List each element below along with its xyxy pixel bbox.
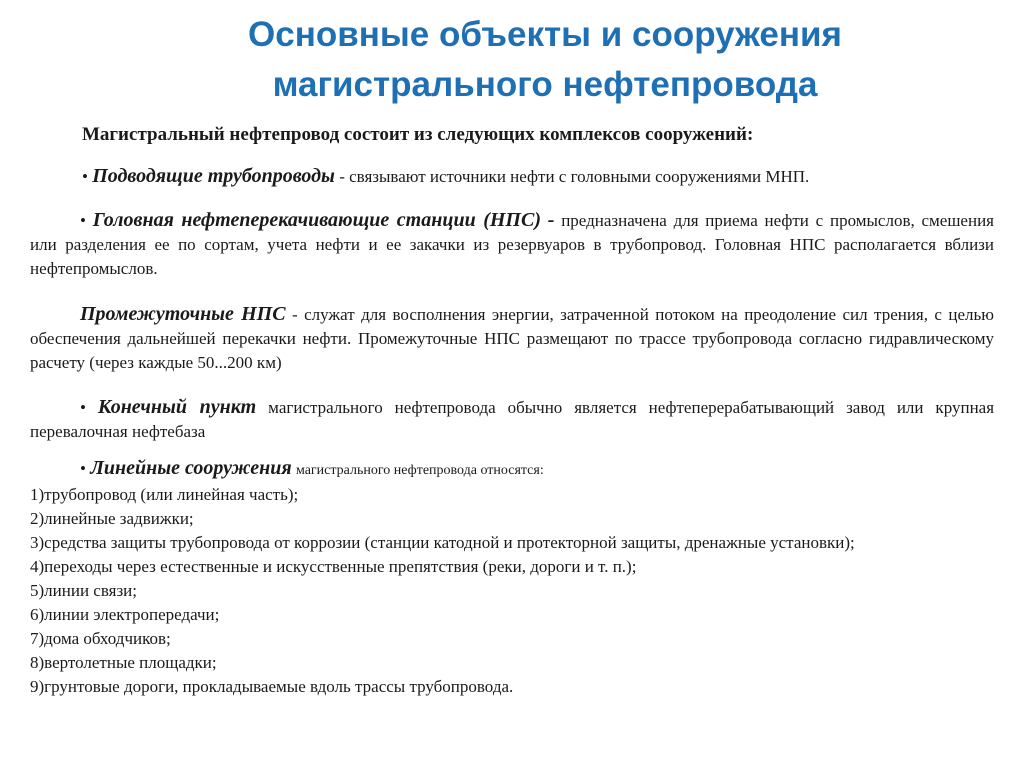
list-item: 2)линейные задвижки;	[30, 509, 194, 528]
bullet: •	[80, 211, 86, 230]
text-intermediate-station: - служат для восполнения энергии, затраченной потоком на преодоление сил трения, с целью обеспечения дальнейшей перекачки нефти. Промежуточные НПС размещают по трассе трубопровода согласно гидравлическому расчету (через каждые 50...200 км)	[30, 305, 994, 372]
bullet: •	[80, 398, 86, 417]
text-supply-pipelines: - связывают источники нефти с головными сооружениями МНП.	[339, 167, 810, 186]
list-item: 3)средства защиты трубопровода от коррозии (станции катодной и протекторной защиты, дренажные установки);	[30, 533, 855, 552]
title-line-1: Основные объекты и сооружения	[248, 15, 842, 54]
text-terminal-point: магистрального нефтепровода обычно является нефтеперерабатывающий завод или крупная перевалочная нефтебаза	[30, 398, 995, 441]
title-line-2: магистрального нефтепровода	[272, 65, 818, 104]
list-item: 5)линии связи;	[30, 581, 137, 600]
intro-heading: Магистральный нефтепровод состоит из следующих комплексов сооружений:	[82, 124, 754, 145]
linear-structures-heading	[30, 456, 994, 483]
list-item: 6)линии электропередачи;	[30, 605, 220, 624]
term-head-station: Головная нефтеперекачивающие станции (НПС)	[92, 209, 541, 231]
text-head-station: предназначена для приема нефти с промыслов, смешения или разделения ее по сортам, учета нефти и ее закачки из резервуаров в трубопровод. Головная НПС располагается вблизи нефтепромыслов.	[30, 211, 994, 278]
section-terminal-point	[30, 395, 994, 444]
list-item: 8)вертолетные площадки;	[30, 653, 217, 672]
list-item: 4)переходы через естественные и искусственные препятствия (реки, дороги и т. п.);	[30, 557, 637, 576]
term-supply-pipelines: Подводящие трубопроводы	[92, 165, 335, 187]
section-linear-structures	[30, 456, 994, 699]
list-item: 1)трубопровод (или линейная часть);	[30, 485, 299, 504]
text-linear-structures: магистрального нефтепровода относятся:	[295, 463, 544, 478]
head-station-dash: -	[547, 209, 555, 231]
slide-title	[120, 10, 970, 110]
bullet: •	[82, 167, 88, 186]
bullet: •	[80, 459, 86, 478]
section-supply	[82, 164, 809, 189]
list-item: 9)грунтовые дороги, прокладываемые вдоль трассы трубопровода.	[30, 677, 514, 696]
term-terminal-point: Конечный пункт	[97, 396, 257, 418]
section-head-station	[30, 208, 994, 281]
section-intermediate-station	[30, 302, 994, 375]
term-linear-structures: Линейные сооружения	[90, 457, 292, 479]
term-intermediate-station: Промежуточные НПС	[80, 303, 286, 325]
list-item: 7)дома обходчиков;	[30, 629, 171, 648]
